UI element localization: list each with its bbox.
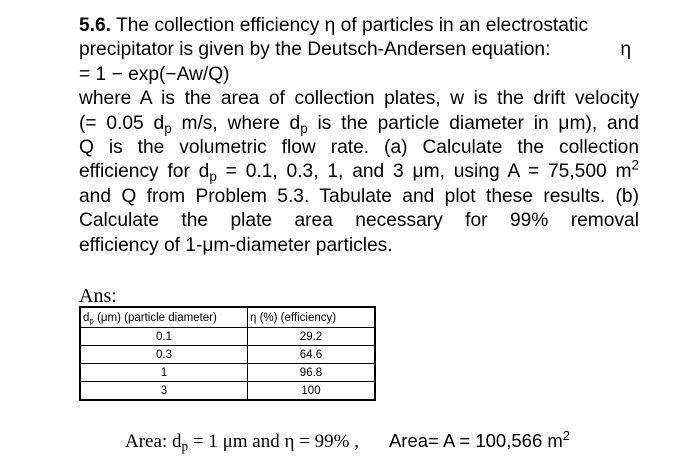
- problem-line-1: [79, 14, 639, 38]
- l5-sub2: p: [300, 120, 308, 136]
- area-left-b: = 1 μm and η = 99% ,: [188, 431, 359, 452]
- l7-sub: p: [209, 169, 217, 185]
- problem-number: 5.6.: [79, 15, 112, 36]
- l5-c: is the particle diameter in μm), and: [307, 112, 639, 134]
- area-result: [388, 427, 570, 451]
- table-row: [80, 364, 375, 382]
- results-table: [79, 306, 376, 401]
- l7-a: efficiency for d: [79, 161, 210, 183]
- answer-title: Ans:: [79, 285, 117, 307]
- header-efficiency: η (%) (efficiency): [248, 307, 376, 328]
- table-row: [80, 382, 375, 401]
- eta-symbol: η: [620, 39, 631, 61]
- area-right-sup: 2: [562, 427, 570, 443]
- cell-diameter: 3: [80, 382, 248, 401]
- cell-diameter: 0.1: [80, 328, 248, 346]
- area-left-sub: p: [181, 438, 189, 454]
- cell-diameter: 1: [80, 364, 248, 382]
- table-row: [80, 328, 375, 346]
- problem-line-5: [79, 112, 639, 136]
- cell-efficiency: 29.2: [248, 328, 376, 346]
- area-left-a: Area: d: [125, 431, 182, 452]
- h1-sub: p: [89, 315, 94, 325]
- header-particle-diameter: [80, 307, 248, 328]
- area-right-a: Area= A = 100,566 m: [388, 430, 563, 451]
- problem-line-7: [79, 160, 639, 184]
- l7-sup: 2: [631, 158, 639, 174]
- h1-a: d: [83, 311, 90, 324]
- problem-line-9: Calculate the plate area necessary for 99% removal: [79, 210, 639, 232]
- problem-line-8: and Q from Problem 5.3. Tabulate and plot these results. (b): [79, 185, 639, 207]
- area-condition: [125, 431, 359, 452]
- l5-a: (= 0.05 d: [79, 112, 165, 134]
- cell-efficiency: 100: [248, 382, 376, 401]
- l7-b: = 0.1, 0.3, 1, and 3 μm, using A = 75,500 m: [216, 161, 632, 183]
- problem-line-2: [79, 38, 639, 62]
- cell-diameter: 0.3: [80, 346, 248, 364]
- problem-line-10: efficiency of 1-μm-diameter particles.: [79, 234, 393, 256]
- problem-statement: [79, 14, 639, 258]
- cell-efficiency: 64.6: [248, 346, 376, 364]
- l5-sub: p: [164, 120, 172, 136]
- cell-efficiency: 96.8: [248, 364, 376, 382]
- problem-line-2-text: precipitator is given by the Deutsch-Andersen equation:: [79, 39, 551, 61]
- h1-b: (μm) (particle diameter): [93, 311, 217, 324]
- problem-line-1-text: The collection efficiency η of particles in an electrostatic: [111, 15, 589, 36]
- table-row: [80, 346, 375, 364]
- l5-b: m/s, where d: [171, 112, 301, 134]
- problem-line-6: Q is the volumetric flow rate. (a) Calculate the collection: [79, 137, 639, 159]
- problem-line-3: = 1 − exp(−Aw/Q): [79, 63, 230, 85]
- table-header-row: [80, 307, 375, 328]
- problem-line-4: where A is the area of collection plates, w is the drift velocity: [79, 88, 639, 110]
- area-answer-line: [125, 427, 570, 454]
